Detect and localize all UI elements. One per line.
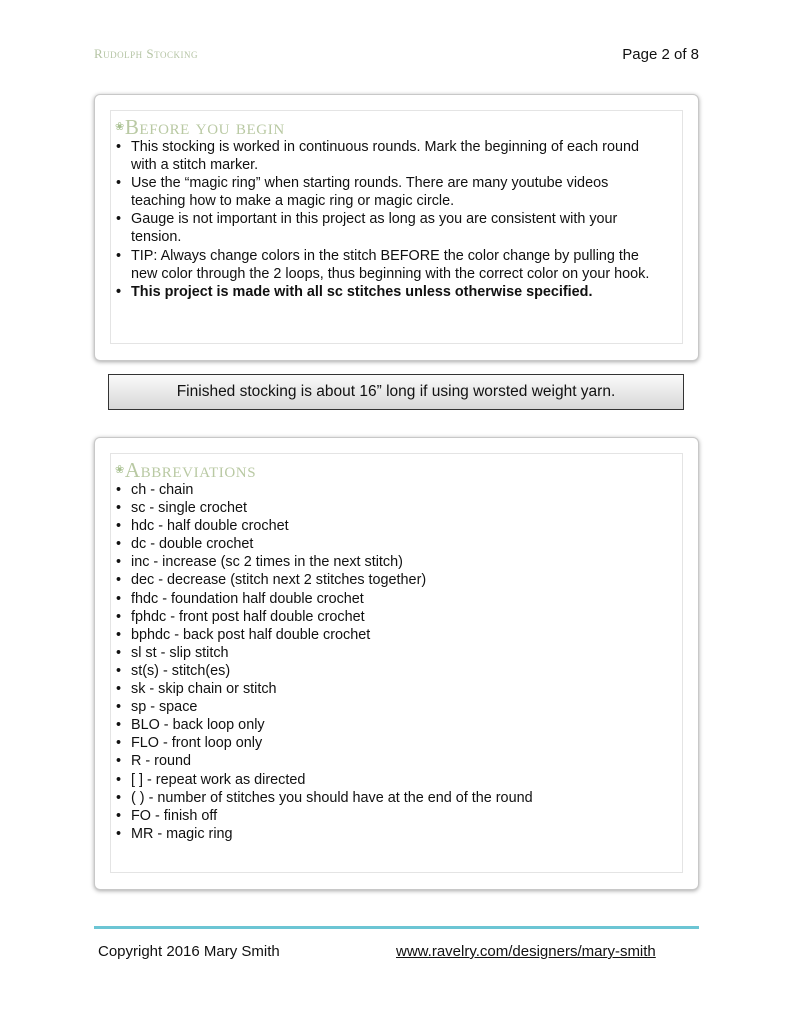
list-item: • sk - skip chain or stitch: [131, 680, 682, 698]
list-item: • sc - single crochet: [131, 499, 682, 517]
section-heading: ❀Before you begin: [115, 115, 285, 139]
list-item: • fhdc - foundation half double crochet: [131, 590, 682, 608]
document-title: Rudolph Stocking: [94, 46, 198, 61]
abbreviations-section: [94, 437, 699, 890]
list-item: • This project is made with all sc stitches unless otherwise specified.: [131, 283, 666, 301]
finished-size-note: Finished stocking is about 16” long if using worsted weight yarn.: [108, 374, 684, 410]
list-item: • FLO - front loop only: [131, 734, 682, 752]
before-list: [111, 138, 682, 301]
list-item: • st(s) - stitch(es): [131, 662, 682, 680]
list-item: • Use the “magic ring” when starting rounds. There are many youtube videos teaching how to make a magic ring or magic circle.: [131, 174, 666, 210]
abbreviations-list: [111, 481, 682, 843]
list-item: • FO - finish off: [131, 807, 682, 825]
list-item: • [ ] - repeat work as directed: [131, 771, 682, 789]
list-item: • inc - increase (sc 2 times in the next stitch): [131, 553, 682, 571]
list-item: • sl st - slip stitch: [131, 644, 682, 662]
list-item: • ( ) - number of stitches you should have at the end of the round: [131, 789, 682, 807]
list-item: • MR - magic ring: [131, 825, 682, 843]
copyright: Copyright 2016 Mary Smith: [98, 943, 280, 960]
list-item: • BLO - back loop only: [131, 716, 682, 734]
list-item: • bphdc - back post half double crochet: [131, 626, 682, 644]
section-heading: ❀Abbreviations: [115, 458, 257, 482]
footer-divider: [94, 926, 699, 929]
list-item: • hdc - half double crochet: [131, 517, 682, 535]
list-item: • R - round: [131, 752, 682, 770]
designer-link[interactable]: www.ravelry.com/designers/mary-smith: [396, 943, 656, 960]
list-item: • fphdc - front post half double crochet: [131, 608, 682, 626]
flower-icon: ❀: [115, 464, 125, 476]
list-item: • sp - space: [131, 698, 682, 716]
list-item: • ch - chain: [131, 481, 682, 499]
list-item: • This stocking is worked in continuous rounds. Mark the beginning of each round with a stitch marker.: [131, 138, 666, 174]
before-you-begin-section: [94, 94, 699, 361]
list-item: • dec - decrease (stitch next 2 stitches together): [131, 571, 682, 589]
list-item: • dc - double crochet: [131, 535, 682, 553]
page-number: Page 2 of 8: [622, 46, 699, 63]
list-item: • TIP: Always change colors in the stitch BEFORE the color change by pulling the new color through the 2 loops, thus beginning with the correct color on your hook.: [131, 247, 666, 283]
flower-icon: ❀: [115, 121, 125, 133]
list-item: • Gauge is not important in this project as long as you are consistent with your tension.: [131, 210, 666, 246]
